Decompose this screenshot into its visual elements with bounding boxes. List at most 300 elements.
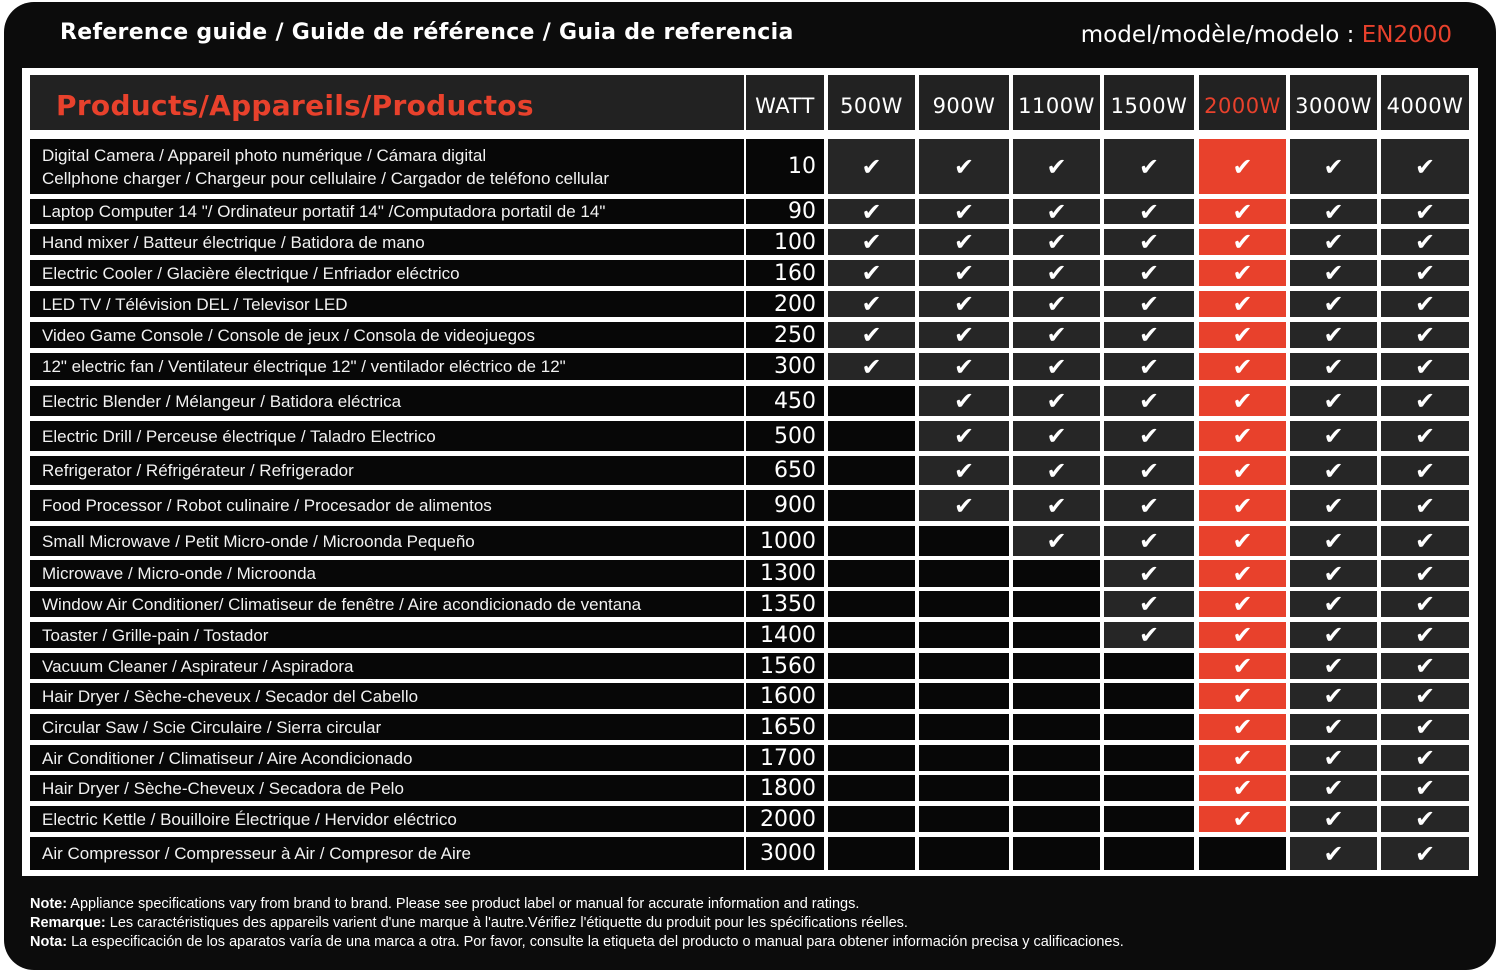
checkmark-icon: ✔ xyxy=(861,322,882,348)
empty-cell xyxy=(1104,714,1194,740)
table-row-watt xyxy=(746,526,824,556)
checkmark-icon: ✔ xyxy=(1323,806,1344,832)
check-cell xyxy=(1381,837,1469,870)
checkmark-icon: ✔ xyxy=(1232,714,1253,740)
column-header-4000w xyxy=(1381,75,1469,130)
product-name xyxy=(30,653,744,679)
product-name xyxy=(30,745,744,771)
empty-cell xyxy=(919,622,1009,648)
product-name xyxy=(30,806,744,832)
table-row-product xyxy=(30,421,744,451)
check-cell xyxy=(1199,622,1286,648)
empty-cell xyxy=(1013,653,1100,679)
watt-value: 650 xyxy=(774,458,816,483)
column-header-label: 500W xyxy=(840,94,903,118)
check-cell xyxy=(1290,386,1377,416)
product-name xyxy=(30,560,744,587)
check-cell xyxy=(1199,806,1286,832)
table-row-product xyxy=(30,560,744,587)
checkmark-icon: ✔ xyxy=(1232,806,1253,832)
check-cell xyxy=(828,291,915,317)
table-row-product xyxy=(30,837,744,870)
checkmark-icon: ✔ xyxy=(1138,387,1160,415)
empty-cell xyxy=(1013,591,1100,617)
checkmark-icon: ✔ xyxy=(1138,527,1160,555)
empty-cell xyxy=(919,775,1009,801)
check-cell xyxy=(1199,745,1286,771)
table-row-product xyxy=(30,622,744,648)
checkmark-icon: ✔ xyxy=(953,422,975,450)
empty-cell xyxy=(1013,683,1100,709)
check-cell xyxy=(1013,386,1100,416)
checkmark-icon: ✔ xyxy=(1414,491,1436,520)
checkmark-icon: ✔ xyxy=(1046,387,1067,415)
product-name-line: Vacuum Cleaner / Aspirateur / Aspiradora xyxy=(42,656,354,676)
check-cell xyxy=(919,229,1009,255)
empty-cell xyxy=(1104,837,1194,870)
check-cell xyxy=(1381,591,1469,617)
watt-header-cell xyxy=(746,75,824,130)
product-name xyxy=(30,199,744,224)
checkmark-icon: ✔ xyxy=(1046,491,1067,520)
check-cell xyxy=(1290,291,1377,317)
product-name xyxy=(30,714,744,740)
checkmark-icon: ✔ xyxy=(1046,527,1067,555)
table-row-product xyxy=(30,683,744,709)
checkmark-icon: ✔ xyxy=(1414,745,1436,771)
watt-value: 1650 xyxy=(760,714,816,740)
check-cell xyxy=(828,322,915,348)
check-cell xyxy=(828,260,915,286)
table-row-product xyxy=(30,260,744,286)
check-cell xyxy=(1013,139,1100,194)
table-row-product xyxy=(30,229,744,255)
checkmark-icon: ✔ xyxy=(1323,491,1344,520)
check-cell xyxy=(919,490,1009,521)
checkmark-icon: ✔ xyxy=(1323,422,1344,450)
watt-value: 300 xyxy=(774,354,816,379)
checkmark-icon: ✔ xyxy=(1046,229,1067,255)
check-cell xyxy=(1013,490,1100,521)
checkmark-icon: ✔ xyxy=(1323,229,1344,255)
check-cell xyxy=(1199,139,1286,194)
note-label: Remarque: xyxy=(30,915,106,931)
empty-cell xyxy=(1104,745,1194,771)
table-row-watt xyxy=(746,591,824,617)
table-row-watt xyxy=(746,683,824,709)
product-name-line: Toaster / Grille-pain / Tostador xyxy=(42,625,269,645)
table-row-product xyxy=(30,745,744,771)
check-cell xyxy=(828,353,915,380)
table-row-watt xyxy=(746,490,824,521)
check-cell xyxy=(1381,421,1469,451)
checkmark-icon: ✔ xyxy=(1323,456,1344,485)
product-name xyxy=(30,837,744,870)
checkmark-icon: ✔ xyxy=(1232,387,1253,415)
empty-cell xyxy=(919,560,1009,587)
check-cell xyxy=(919,322,1009,348)
empty-cell xyxy=(1013,714,1100,740)
checkmark-icon: ✔ xyxy=(953,229,975,255)
checkmark-icon: ✔ xyxy=(1414,422,1436,450)
empty-cell xyxy=(1104,683,1194,709)
check-cell xyxy=(1013,229,1100,255)
empty-cell xyxy=(828,653,915,679)
checkmark-icon: ✔ xyxy=(1414,527,1436,555)
empty-cell xyxy=(828,806,915,832)
check-cell xyxy=(1290,139,1377,194)
checkmark-icon: ✔ xyxy=(1046,456,1067,485)
checkmark-icon: ✔ xyxy=(1138,291,1160,317)
check-cell xyxy=(1013,260,1100,286)
table-row-watt xyxy=(746,386,824,416)
model-code: EN2000 xyxy=(1361,22,1452,48)
products-heading: Products/Appareils/Productos xyxy=(56,89,534,122)
check-cell xyxy=(1290,260,1377,286)
product-name-line: Air Conditioner / Climatiseur / Aire Acondicionado xyxy=(42,748,413,768)
check-cell xyxy=(1199,322,1286,348)
note-text: Les caractéristiques des appareils varient d'une marque à l'autre.Vérifiez l'étiquette du produit pour les spécifications réelles. xyxy=(105,915,908,931)
page-title: Reference guide / Guide de référence / Guia de referencia xyxy=(60,20,794,45)
empty-cell xyxy=(828,386,915,416)
column-header-1100w xyxy=(1013,75,1100,130)
table-row-product xyxy=(30,139,744,194)
check-cell xyxy=(828,139,915,194)
product-name xyxy=(30,260,744,286)
watt-value: 1350 xyxy=(760,591,816,617)
table-row-product xyxy=(30,775,744,801)
table-row-product xyxy=(30,291,744,317)
product-name xyxy=(30,456,744,485)
watt-value: 90 xyxy=(788,199,816,224)
product-name xyxy=(30,526,744,556)
check-cell xyxy=(1104,591,1194,617)
note-text: Appliance specifications vary from brand to brand. Please see product label or manual for accurate information and ratings. xyxy=(67,896,860,912)
checkmark-icon: ✔ xyxy=(1046,199,1067,224)
empty-cell xyxy=(828,745,915,771)
check-cell xyxy=(1381,353,1469,380)
product-name xyxy=(30,622,744,648)
checkmark-icon: ✔ xyxy=(1138,422,1160,450)
checkmark-icon: ✔ xyxy=(1138,591,1160,617)
check-cell xyxy=(1104,526,1194,556)
empty-cell xyxy=(828,526,915,556)
product-name-line: Electric Drill / Perceuse électrique / Taladro Electrico xyxy=(42,426,436,446)
checkmark-icon: ✔ xyxy=(1414,622,1436,648)
checkmark-icon: ✔ xyxy=(1232,622,1253,648)
empty-cell xyxy=(828,714,915,740)
product-name xyxy=(30,421,744,451)
check-cell xyxy=(1199,526,1286,556)
table-row-watt xyxy=(746,456,824,485)
check-cell xyxy=(1290,421,1377,451)
empty-cell xyxy=(919,683,1009,709)
model-label-text: model/modèle/modelo : xyxy=(1080,22,1362,48)
check-cell xyxy=(1381,490,1469,521)
check-cell xyxy=(1381,260,1469,286)
empty-cell xyxy=(919,837,1009,870)
check-cell xyxy=(1199,456,1286,485)
note-line xyxy=(30,933,1124,952)
check-cell xyxy=(1290,745,1377,771)
checkmark-icon: ✔ xyxy=(953,322,975,348)
check-cell xyxy=(919,291,1009,317)
checkmark-icon: ✔ xyxy=(1323,291,1344,317)
table-row-watt xyxy=(746,806,824,832)
check-cell xyxy=(1104,386,1194,416)
check-cell xyxy=(1013,199,1100,224)
checkmark-icon: ✔ xyxy=(1323,527,1344,555)
note-line xyxy=(30,895,1124,914)
table-row-watt xyxy=(746,199,824,224)
empty-cell xyxy=(828,775,915,801)
empty-cell xyxy=(1013,837,1100,870)
check-cell xyxy=(1290,683,1377,709)
watt-value: 500 xyxy=(774,423,816,449)
checkmark-icon: ✔ xyxy=(861,353,882,380)
check-cell xyxy=(1199,775,1286,801)
column-header-2000w xyxy=(1199,75,1286,130)
checkmark-icon: ✔ xyxy=(1046,353,1067,380)
product-name-line: Digital Camera / Appareil photo numérique / Cámara digital xyxy=(42,145,487,165)
check-cell xyxy=(1381,229,1469,255)
product-name-line: Air Compressor / Compresseur à Air / Compresor de Aire xyxy=(42,844,471,863)
checkmark-icon: ✔ xyxy=(1414,806,1436,832)
check-cell xyxy=(1381,199,1469,224)
product-name-line: Cellphone charger / Chargeur pour cellulaire / Cargador de teléfono cellular xyxy=(42,168,609,188)
check-cell xyxy=(1290,560,1377,587)
checkmark-icon: ✔ xyxy=(1323,199,1344,224)
check-cell xyxy=(1381,526,1469,556)
checkmark-icon: ✔ xyxy=(953,152,975,181)
check-cell xyxy=(1199,229,1286,255)
empty-cell xyxy=(828,560,915,587)
empty-cell xyxy=(919,653,1009,679)
table-row-product xyxy=(30,490,744,521)
empty-cell xyxy=(919,591,1009,617)
checkmark-icon: ✔ xyxy=(1138,322,1160,348)
product-name xyxy=(30,775,744,801)
checkmark-icon: ✔ xyxy=(1232,229,1253,255)
watt-value: 1600 xyxy=(760,683,816,709)
table-row-watt xyxy=(746,291,824,317)
note-line xyxy=(30,914,1124,933)
check-cell xyxy=(1381,322,1469,348)
product-name-line: Window Air Conditioner/ Climatiseur de fenêtre / Aire acondicionado de ventana xyxy=(42,594,642,614)
empty-cell xyxy=(919,806,1009,832)
check-cell xyxy=(1290,837,1377,870)
checkmark-icon: ✔ xyxy=(1232,560,1253,587)
product-name xyxy=(30,591,744,617)
checkmark-icon: ✔ xyxy=(1232,591,1253,617)
product-name-line: LED TV / Télévision DEL / Televisor LED xyxy=(42,294,348,314)
table-row-watt xyxy=(746,653,824,679)
check-cell xyxy=(1104,353,1194,380)
check-cell xyxy=(1199,560,1286,587)
checkmark-icon: ✔ xyxy=(861,152,882,181)
empty-cell xyxy=(1104,653,1194,679)
check-cell xyxy=(1104,199,1194,224)
checkmark-icon: ✔ xyxy=(1414,260,1436,286)
note-label: Note: xyxy=(30,896,68,912)
check-cell xyxy=(1013,353,1100,380)
check-cell xyxy=(1290,353,1377,380)
checkmark-icon: ✔ xyxy=(1323,839,1344,868)
check-cell xyxy=(919,139,1009,194)
check-cell xyxy=(1381,291,1469,317)
table-row-product xyxy=(30,456,744,485)
watt-value: 200 xyxy=(774,291,816,317)
product-name xyxy=(30,490,744,521)
empty-cell xyxy=(919,526,1009,556)
checkmark-icon: ✔ xyxy=(1232,775,1253,801)
checkmark-icon: ✔ xyxy=(1414,456,1436,485)
checkmark-icon: ✔ xyxy=(1414,560,1436,587)
checkmark-icon: ✔ xyxy=(1232,260,1253,286)
empty-cell xyxy=(1013,806,1100,832)
checkmark-icon: ✔ xyxy=(1414,229,1436,255)
check-cell xyxy=(1199,714,1286,740)
check-cell xyxy=(1199,291,1286,317)
check-cell xyxy=(1104,291,1194,317)
watt-value: 1800 xyxy=(760,775,816,801)
table-row-product xyxy=(30,653,744,679)
check-cell xyxy=(1290,322,1377,348)
checkmark-icon: ✔ xyxy=(953,491,975,520)
checkmark-icon: ✔ xyxy=(861,229,882,255)
check-cell xyxy=(919,456,1009,485)
check-cell xyxy=(1199,591,1286,617)
product-name xyxy=(30,322,744,348)
product-name xyxy=(30,353,744,380)
check-cell xyxy=(1290,456,1377,485)
checkmark-icon: ✔ xyxy=(1046,260,1067,286)
checkmark-icon: ✔ xyxy=(1323,591,1344,617)
note-label: Nota: xyxy=(30,934,68,950)
check-cell xyxy=(919,199,1009,224)
check-cell xyxy=(1290,199,1377,224)
check-cell xyxy=(1013,322,1100,348)
checkmark-icon: ✔ xyxy=(953,199,975,224)
empty-cell xyxy=(1013,560,1100,587)
check-cell xyxy=(1199,683,1286,709)
check-cell xyxy=(1381,683,1469,709)
watt-value: 250 xyxy=(774,322,816,348)
model-label xyxy=(1081,22,1452,48)
check-cell xyxy=(1013,526,1100,556)
check-cell xyxy=(1290,775,1377,801)
table-row-watt xyxy=(746,229,824,255)
check-cell xyxy=(1199,421,1286,451)
check-cell xyxy=(1013,421,1100,451)
watt-value: 1000 xyxy=(760,528,816,554)
watt-value: 1300 xyxy=(760,561,816,586)
checkmark-icon: ✔ xyxy=(1323,714,1344,740)
check-cell xyxy=(1381,386,1469,416)
check-cell xyxy=(1104,421,1194,451)
check-cell xyxy=(1199,490,1286,521)
check-cell xyxy=(1199,199,1286,224)
checkmark-icon: ✔ xyxy=(1414,839,1436,868)
checkmark-icon: ✔ xyxy=(953,353,975,380)
product-name-line: Circular Saw / Scie Circulaire / Sierra circular xyxy=(42,717,382,737)
table-row-watt xyxy=(746,421,824,451)
product-name-line: Video Game Console / Console de jeux / Consola de videojuegos xyxy=(42,325,535,345)
checkmark-icon: ✔ xyxy=(1138,622,1160,648)
checkmark-icon: ✔ xyxy=(1232,422,1253,450)
checkmark-icon: ✔ xyxy=(1232,745,1253,771)
check-cell xyxy=(1381,775,1469,801)
watt-value: 1400 xyxy=(760,622,816,648)
table-row-watt xyxy=(746,353,824,380)
table-row-watt xyxy=(746,560,824,587)
checkmark-icon: ✔ xyxy=(1138,560,1160,587)
checkmark-icon: ✔ xyxy=(1414,387,1436,415)
table-row-product xyxy=(30,526,744,556)
check-cell xyxy=(1290,714,1377,740)
checkmark-icon: ✔ xyxy=(1323,775,1344,801)
checkmark-icon: ✔ xyxy=(1414,714,1436,740)
check-cell xyxy=(1104,456,1194,485)
checkmark-icon: ✔ xyxy=(1232,353,1253,380)
checkmark-icon: ✔ xyxy=(1138,199,1160,224)
watt-value: 1560 xyxy=(760,653,816,679)
check-cell xyxy=(1381,745,1469,771)
empty-cell xyxy=(1104,775,1194,801)
product-name-line: Small Microwave / Petit Micro-onde / Microonda Pequeño xyxy=(42,531,475,551)
checkmark-icon: ✔ xyxy=(1323,560,1344,587)
check-cell xyxy=(1381,560,1469,587)
products-header-cell xyxy=(30,75,744,130)
table-row-product xyxy=(30,806,744,832)
product-name-line: Refrigerator / Réfrigérateur / Refrigerador xyxy=(42,461,354,480)
check-cell xyxy=(1013,291,1100,317)
table-row-watt xyxy=(746,260,824,286)
compatibility-table xyxy=(22,68,1478,876)
watt-value: 3000 xyxy=(760,841,816,866)
check-cell xyxy=(1199,260,1286,286)
product-name-line: Hand mixer / Batteur électrique / Batidora de mano xyxy=(42,232,425,252)
check-cell xyxy=(1381,139,1469,194)
notes-section xyxy=(30,895,1124,952)
table-row-watt xyxy=(746,837,824,870)
checkmark-icon: ✔ xyxy=(1046,152,1067,181)
check-cell xyxy=(1290,806,1377,832)
check-cell xyxy=(1381,714,1469,740)
checkmark-icon: ✔ xyxy=(1323,322,1344,348)
checkmark-icon: ✔ xyxy=(1232,152,1253,181)
table-row-product xyxy=(30,199,744,224)
check-cell xyxy=(1104,490,1194,521)
column-header-label: 900W xyxy=(932,94,996,118)
check-cell xyxy=(1381,456,1469,485)
empty-cell xyxy=(828,421,915,451)
product-name xyxy=(30,229,744,255)
check-cell xyxy=(1290,229,1377,255)
product-name xyxy=(30,683,744,709)
check-cell xyxy=(1104,322,1194,348)
check-cell xyxy=(1290,526,1377,556)
empty-cell xyxy=(1104,806,1194,832)
checkmark-icon: ✔ xyxy=(1232,527,1253,555)
column-header-1500w xyxy=(1104,75,1194,130)
empty-cell xyxy=(828,490,915,521)
product-name-line: Electric Kettle / Bouilloire Électrique / Hervidor eléctrico xyxy=(42,809,457,829)
checkmark-icon: ✔ xyxy=(1323,387,1344,415)
checkmark-icon: ✔ xyxy=(1232,199,1253,224)
empty-cell xyxy=(828,683,915,709)
check-cell xyxy=(919,386,1009,416)
